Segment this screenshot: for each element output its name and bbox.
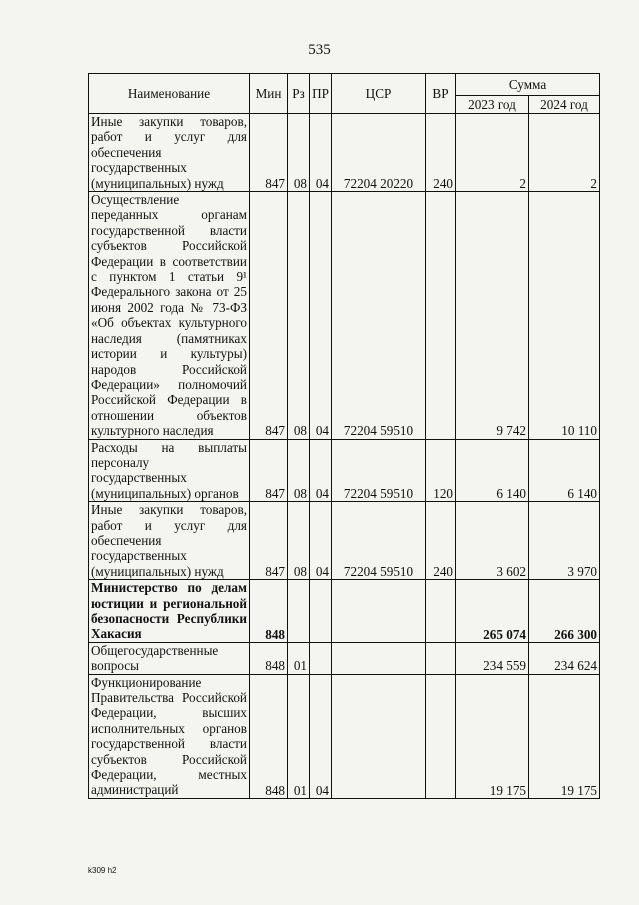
row-pr	[310, 580, 332, 643]
row-name: Осуществление переданных органам государственной власти субъектов Российской Федерации в соответствии с пунктом 1 статьи 9¹ Федерального закона от 25 июня 2002 года № 73-ФЗ «Об объектах культурного наследия (памятниках истории и культуры) народов Российской Федерации» полномочий Российской Федерации в отношении объектов культурного наследия	[89, 192, 250, 440]
row-min: 847	[250, 502, 288, 580]
row-amount-2024: 234 624	[529, 642, 600, 674]
row-pr	[310, 642, 332, 674]
row-csr	[332, 674, 426, 798]
row-pr: 04	[310, 502, 332, 580]
budget-table	[88, 73, 600, 799]
row-pr: 04	[310, 192, 332, 440]
row-rz: 08	[288, 439, 310, 502]
row-name: Иные закупки товаров, работ и услуг для обеспечения государственных (муниципальных) нужд	[89, 502, 250, 580]
row-min: 847	[250, 192, 288, 440]
row-amount-2023: 9 742	[456, 192, 529, 440]
table-row	[89, 114, 600, 192]
row-pr: 04	[310, 674, 332, 798]
row-vr	[426, 192, 456, 440]
row-amount-2023: 6 140	[456, 439, 529, 502]
col-header-min: Мин	[250, 74, 288, 114]
table-row	[89, 502, 600, 580]
row-rz: 01	[288, 674, 310, 798]
row-rz: 08	[288, 192, 310, 440]
footer-code: k309 h2	[88, 866, 117, 875]
row-amount-2023: 265 074	[456, 580, 529, 643]
table-row	[89, 580, 600, 643]
col-header-pr: ПР	[310, 74, 332, 114]
col-header-csr: ЦСР	[332, 74, 426, 114]
row-csr	[332, 580, 426, 643]
row-amount-2023: 2	[456, 114, 529, 192]
row-min: 848	[250, 674, 288, 798]
row-amount-2024: 266 300	[529, 580, 600, 643]
row-amount-2024: 19 175	[529, 674, 600, 798]
row-min: 848	[250, 642, 288, 674]
table-row	[89, 642, 600, 674]
row-amount-2023: 19 175	[456, 674, 529, 798]
col-header-name: Наименование	[89, 74, 250, 114]
row-amount-2024: 10 110	[529, 192, 600, 440]
row-min: 847	[250, 114, 288, 192]
table-row	[89, 674, 600, 798]
row-name: Иные закупки товаров, работ и услуг для обеспечения государственных (муниципальных) нужд	[89, 114, 250, 192]
col-header-2024: 2024 год	[529, 96, 600, 114]
row-name: Расходы на выплаты персоналу государственных (муниципальных) органов	[89, 439, 250, 502]
row-vr: 120	[426, 439, 456, 502]
row-pr: 04	[310, 439, 332, 502]
row-csr: 72204 59510	[332, 192, 426, 440]
row-csr	[332, 642, 426, 674]
row-name: Министерство по делам юстиции и региональной безопасности Республики Хакасия	[89, 580, 250, 643]
row-min: 848	[250, 580, 288, 643]
col-header-rz: Рз	[288, 74, 310, 114]
row-rz	[288, 580, 310, 643]
row-amount-2023: 234 559	[456, 642, 529, 674]
row-vr	[426, 674, 456, 798]
col-header-sum: Сумма	[456, 74, 600, 96]
row-rz: 08	[288, 502, 310, 580]
table-row	[89, 439, 600, 502]
row-rz: 01	[288, 642, 310, 674]
row-rz: 08	[288, 114, 310, 192]
row-vr: 240	[426, 114, 456, 192]
row-csr: 72204 59510	[332, 439, 426, 502]
table-row	[89, 192, 600, 440]
row-amount-2024: 6 140	[529, 439, 600, 502]
row-csr: 72204 20220	[332, 114, 426, 192]
row-vr	[426, 580, 456, 643]
row-name: Функционирование Правительства Российской Федерации, высших исполнительных органов государственной власти субъектов Российской Федерации, местных администраций	[89, 674, 250, 798]
row-pr: 04	[310, 114, 332, 192]
row-amount-2024: 3 970	[529, 502, 600, 580]
col-header-2023: 2023 год	[456, 96, 529, 114]
row-min: 847	[250, 439, 288, 502]
row-vr	[426, 642, 456, 674]
row-amount-2024: 2	[529, 114, 600, 192]
row-csr: 72204 59510	[332, 502, 426, 580]
row-vr: 240	[426, 502, 456, 580]
row-amount-2023: 3 602	[456, 502, 529, 580]
col-header-vr: ВР	[426, 74, 456, 114]
row-name: Общегосударственные вопросы	[89, 642, 250, 674]
page-number: 535	[308, 42, 331, 58]
